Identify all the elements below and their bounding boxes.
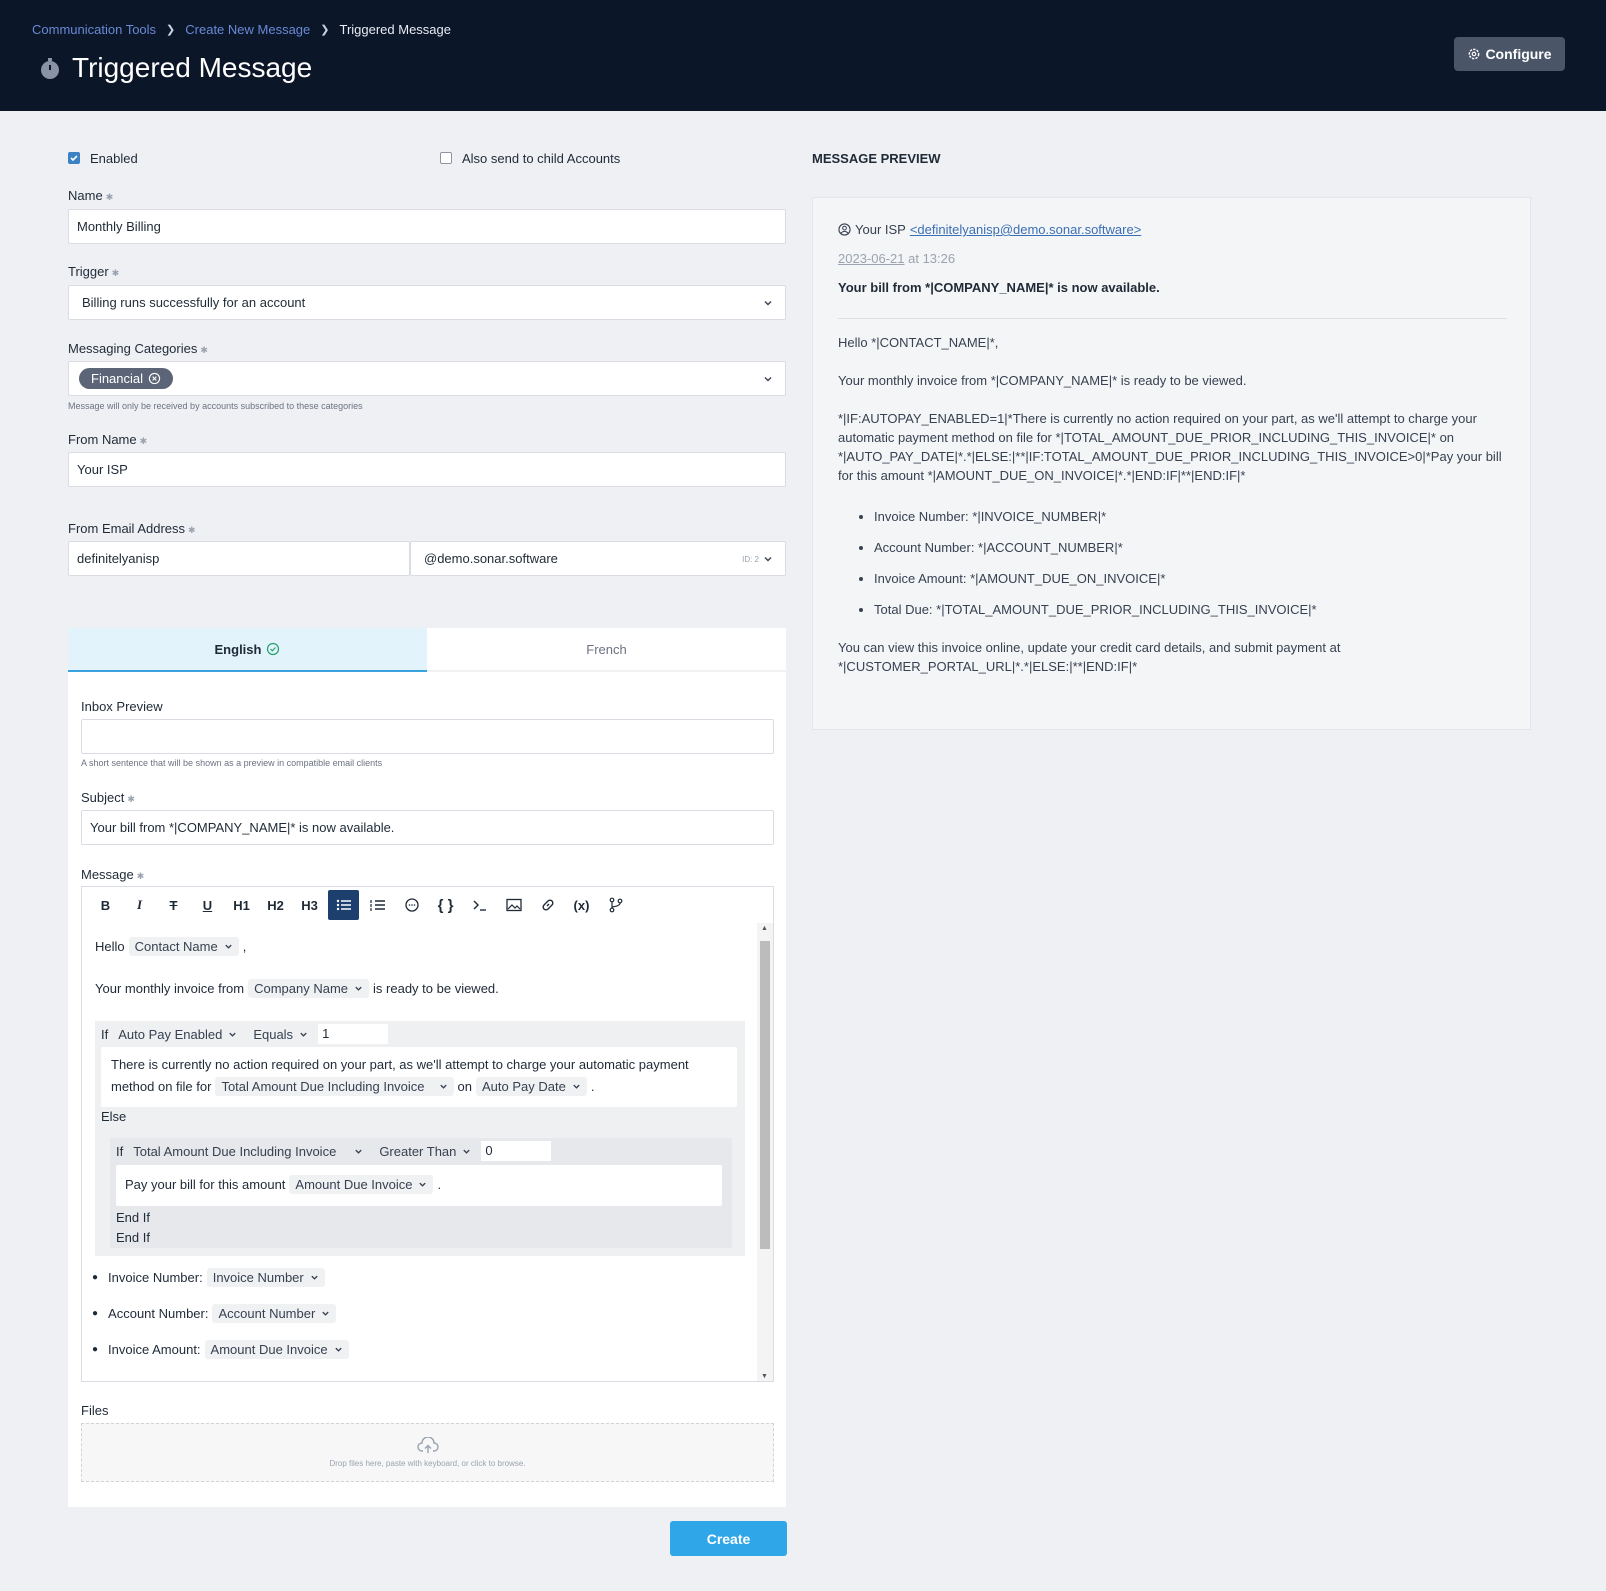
category-chip-label: Financial <box>91 371 144 386</box>
code-block-button[interactable] <box>430 890 461 920</box>
preview-date-line <box>838 249 955 268</box>
child-accounts-label: Also send to child Accounts <box>462 151 621 166</box>
terminal-icon <box>472 898 488 912</box>
chevron-down-icon <box>763 298 773 308</box>
link-button[interactable] <box>532 890 563 920</box>
subject-value: Your bill from *|COMPANY_NAME|* is now available. <box>90 820 395 835</box>
nested-end-if: End If <box>116 1210 150 1225</box>
preview-bullet-account-number: • Account Number: *|ACCOUNT_NUMBER|* <box>874 532 1317 563</box>
preview-subject: Your bill from *|COMPANY_NAME|* is now available. <box>838 280 1160 295</box>
conditional-button[interactable] <box>600 890 631 920</box>
from-email-domain-value: @demo.sonar.software <box>424 551 558 566</box>
token-contact-name[interactable]: Contact Name <box>129 937 239 956</box>
from-email-label: From Email Address ✱ <box>68 521 196 536</box>
editor-scrollbar[interactable] <box>757 923 773 1382</box>
chevron-down-icon <box>321 1309 330 1318</box>
no-action-line: There is currently no action required on your part, as we'll attempt to charge your automatic payment <box>111 1057 689 1072</box>
heading2-button[interactable] <box>260 890 291 920</box>
heading1-button[interactable] <box>226 890 257 920</box>
breadcrumb-create-new-message[interactable]: Create New Message <box>185 22 311 37</box>
else-label: Else <box>101 1109 127 1124</box>
message-preview-title: MESSAGE PREVIEW <box>812 151 941 166</box>
pay-line <box>125 1175 441 1194</box>
nested-if-row <box>116 1141 551 1161</box>
if-label: If <box>101 1026 109 1042</box>
numbered-list-icon <box>370 898 386 912</box>
from-name-input[interactable] <box>68 452 786 487</box>
token-auto-pay-date[interactable]: Auto Pay Date <box>476 1077 587 1096</box>
if-condition-row <box>101 1024 388 1044</box>
on-word: on <box>457 1079 472 1094</box>
categories-help: Message will only be received by accounts subscribed to these categories <box>68 401 363 411</box>
message-label: Message ✱ <box>81 867 145 882</box>
chevron-down-icon <box>228 1030 237 1039</box>
condition-field-select[interactable]: Auto Pay Enabled <box>112 1025 243 1044</box>
cloud-upload-icon <box>417 1437 439 1455</box>
checkmark-icon <box>69 153 79 163</box>
comment-icon <box>404 897 420 913</box>
comment-button[interactable] <box>396 890 427 920</box>
chevron-down-icon <box>310 1273 319 1282</box>
preview-bullet-list <box>874 501 1317 625</box>
chevron-down-icon <box>763 554 773 564</box>
bullet-list-button[interactable] <box>328 890 359 920</box>
breadcrumb <box>32 22 451 37</box>
domain-id-badge: ID: 2 <box>742 555 759 564</box>
tab-english-label: English <box>214 641 262 657</box>
nested-conditional-block <box>110 1138 732 1248</box>
chevron-down-icon <box>462 1147 471 1156</box>
italic-icon: I <box>136 897 143 912</box>
name-input[interactable] <box>68 209 786 244</box>
pay-period: . <box>437 1177 442 1192</box>
bold-icon: B <box>100 897 111 913</box>
conditional-block <box>95 1021 745 1256</box>
message-editor[interactable] <box>81 923 774 1382</box>
chevron-down-icon <box>572 1082 581 1091</box>
page-header <box>0 0 1606 111</box>
inbox-preview-help: A short sentence that will be shown as a preview in compatible email clients <box>81 758 383 768</box>
bullet-list-icon <box>336 898 352 912</box>
preview-from-email[interactable]: <definitelyanisp@demo.sonar.software> <box>909 222 1142 237</box>
editor-scrollbar-thumb[interactable] <box>760 941 770 1249</box>
list-item-invoice-amount <box>92 1340 349 1359</box>
invoice-amount-label: Invoice Amount: <box>108 1342 201 1357</box>
check-circle-icon <box>266 642 280 656</box>
subject-label: Subject ✱ <box>81 790 135 805</box>
preview-autopay: *|IF:AUTOPAY_ENABLED=1|*There is currently no action required on your part, as we'll attempt to charge your automatic payment method on file for *|TOTAL_AMOUNT_DUE_PRIOR_INCLUDING_THIS_INVOICE|* on *|AUTO_PAY_DATE|*.*|ELSE:|**|IF:TOTAL_AMOUNT_DUE_PRIOR_INCLUDING_THIS_INVOICE>0|*Pay your bill for this amount *|AMOUNT_DUE_ON_INVOICE|*.*|END:IF|**|END:IF|* <box>838 411 1502 483</box>
nested-if-branch-content <box>116 1165 722 1206</box>
child-accounts-checkbox[interactable] <box>440 152 452 164</box>
tab-english[interactable] <box>68 628 427 672</box>
stopwatch-icon <box>38 56 62 80</box>
account-number-label: Account Number: <box>108 1306 209 1321</box>
heading3-label: H3 <box>301 897 318 913</box>
heading3-button[interactable] <box>294 890 325 920</box>
condition-operator-select[interactable]: Equals <box>247 1025 314 1044</box>
nested-condition-operator-select[interactable]: Greater Than <box>373 1142 477 1161</box>
condition-value-input[interactable]: 1 <box>318 1024 388 1044</box>
editor-monthly-prefix: Your monthly invoice from <box>95 981 245 996</box>
chevron-down-icon <box>763 374 773 384</box>
trigger-label: Trigger ✱ <box>68 264 120 279</box>
breadcrumb-separator-icon: ❯ <box>320 24 330 36</box>
branch-icon <box>609 897 623 913</box>
numbered-list-button[interactable] <box>362 890 393 920</box>
terminal-button[interactable] <box>464 890 495 920</box>
inbox-preview-input[interactable] <box>81 719 774 754</box>
preview-from-line <box>838 220 1141 239</box>
name-value: Monthly Billing <box>77 219 161 234</box>
method-period: . <box>590 1079 595 1094</box>
variable-button[interactable] <box>566 890 597 920</box>
remove-chip-icon[interactable] <box>148 372 161 385</box>
link-icon <box>540 897 556 913</box>
strikethrough-icon: T <box>169 897 178 913</box>
scroll-down-icon[interactable]: ▼ <box>761 1373 768 1380</box>
tab-french[interactable] <box>427 628 786 672</box>
token-invoice-amount[interactable]: Amount Due Invoice <box>205 1340 349 1359</box>
scroll-up-icon[interactable]: ▲ <box>761 925 768 932</box>
chevron-down-icon <box>224 942 233 951</box>
token-total-amount-due[interactable]: Total Amount Due Including Invoice <box>215 1077 453 1096</box>
tab-french-label: French <box>586 641 627 657</box>
heading2-label: H2 <box>267 897 284 913</box>
invoice-number-label: Invoice Number: <box>108 1270 203 1285</box>
outer-end-if: End If <box>116 1230 150 1245</box>
preview-monthly: Your monthly invoice from *|COMPANY_NAME|* is ready to be viewed. <box>838 373 1247 388</box>
preview-bullet-invoice-amount: • Invoice Amount: *|AMOUNT_DUE_ON_INVOICE|* <box>874 563 1317 594</box>
chevron-down-icon <box>299 1030 308 1039</box>
files-label: Files <box>81 1403 109 1418</box>
category-chip[interactable] <box>79 368 173 389</box>
trigger-select[interactable] <box>68 285 786 320</box>
underline-icon: U <box>202 897 213 913</box>
configure-button[interactable] <box>1454 37 1565 71</box>
strikethrough-button[interactable] <box>158 890 189 920</box>
preview-date[interactable]: 2023-06-21 <box>838 251 905 266</box>
pay-prefix: Pay your bill for this amount <box>125 1177 286 1192</box>
list-item-invoice-number <box>92 1268 325 1287</box>
chevron-down-icon <box>354 1147 363 1156</box>
nested-condition-field-select[interactable]: Total Amount Due Including Invoice <box>127 1142 369 1161</box>
preview-time: at 13:26 <box>908 251 956 266</box>
from-name-value: Your ISP <box>77 462 128 477</box>
token-amount-due-invoice[interactable]: Amount Due Invoice <box>289 1175 433 1194</box>
inbox-preview-label: Inbox Preview <box>81 699 163 714</box>
preview-hello: Hello *|CONTACT_NAME|*, <box>838 335 999 350</box>
bullet-icon: ● <box>92 1272 99 1283</box>
subject-input[interactable] <box>81 810 774 845</box>
gear-icon <box>1467 47 1481 61</box>
chevron-down-icon <box>354 984 363 993</box>
editor-hello: Hello <box>95 939 125 954</box>
enabled-label: Enabled <box>90 151 138 166</box>
if-branch-content <box>101 1047 737 1107</box>
editor-monthly-suffix: is ready to be viewed. <box>373 981 499 996</box>
image-button[interactable] <box>498 890 529 920</box>
braces-icon: { } <box>437 896 454 914</box>
preview-divider <box>838 318 1507 319</box>
breadcrumb-separator-icon: ❯ <box>166 24 176 36</box>
preview-from-name: Your ISP <box>855 222 906 237</box>
bold-button[interactable] <box>90 890 121 920</box>
page-title: Triggered Message <box>72 52 313 83</box>
editor-toolbar <box>81 886 774 924</box>
token-company-name[interactable]: Company Name <box>248 979 369 998</box>
bullet-icon: ● <box>92 1308 99 1319</box>
chevron-down-icon <box>418 1180 427 1189</box>
user-circle-icon <box>838 223 851 236</box>
list-item-account-number <box>92 1304 336 1323</box>
chevron-down-icon <box>439 1082 448 1091</box>
variable-icon: (x) <box>573 897 590 913</box>
dropzone-text: Drop files here, paste with keyboard, or click to browse. <box>329 1459 526 1468</box>
trigger-value: Billing runs successfully for an account <box>82 295 306 310</box>
enabled-checkbox[interactable] <box>68 152 80 164</box>
preview-bullet-total-due: • Total Due: *|TOTAL_AMOUNT_DUE_PRIOR_INCLUDING_THIS_INVOICE|* <box>874 594 1317 625</box>
categories-label: Messaging Categories ✱ <box>68 341 208 356</box>
editor-monthly-line <box>95 979 499 998</box>
preview-bullet-invoice-number: • Invoice Number: *|INVOICE_NUMBER|* <box>874 501 1317 532</box>
file-dropzone[interactable] <box>81 1423 774 1482</box>
chevron-down-icon <box>334 1345 343 1354</box>
from-email-local-input[interactable] <box>68 541 410 576</box>
token-invoice-number[interactable]: Invoice Number <box>207 1268 325 1287</box>
configure-label: Configure <box>1485 46 1552 62</box>
breadcrumb-current: Triggered Message <box>339 22 451 37</box>
heading1-label: H1 <box>233 897 250 913</box>
token-account-number[interactable]: Account Number <box>212 1304 336 1323</box>
create-button[interactable]: Create <box>670 1521 787 1556</box>
bullet-icon: ● <box>92 1344 99 1355</box>
underline-button[interactable] <box>192 890 223 920</box>
categories-select[interactable] <box>68 361 786 396</box>
message-preview-panel <box>812 197 1531 730</box>
name-label: Name ✱ <box>68 188 114 203</box>
from-email-domain-select[interactable] <box>410 541 786 576</box>
nested-if-label: If <box>116 1143 124 1159</box>
image-icon <box>506 898 522 912</box>
preview-footer: You can view this invoice online, update your credit card details, and submit payment at *|CUSTOMER_PORTAL_URL|*.*|ELSE:|**|END:IF|* <box>838 640 1341 674</box>
nested-condition-value-input[interactable]: 0 <box>481 1141 551 1161</box>
breadcrumb-communication-tools[interactable]: Communication Tools <box>32 22 157 37</box>
from-name-label: From Name ✱ <box>68 432 148 447</box>
page-title-row <box>38 52 312 84</box>
from-email-local-value: definitelyanisp <box>77 551 160 566</box>
method-line <box>111 1077 594 1096</box>
editor-hello-line <box>95 937 246 956</box>
method-prefix: method on file for <box>111 1079 212 1094</box>
italic-button[interactable] <box>124 890 155 920</box>
editor-comma: , <box>242 939 247 954</box>
